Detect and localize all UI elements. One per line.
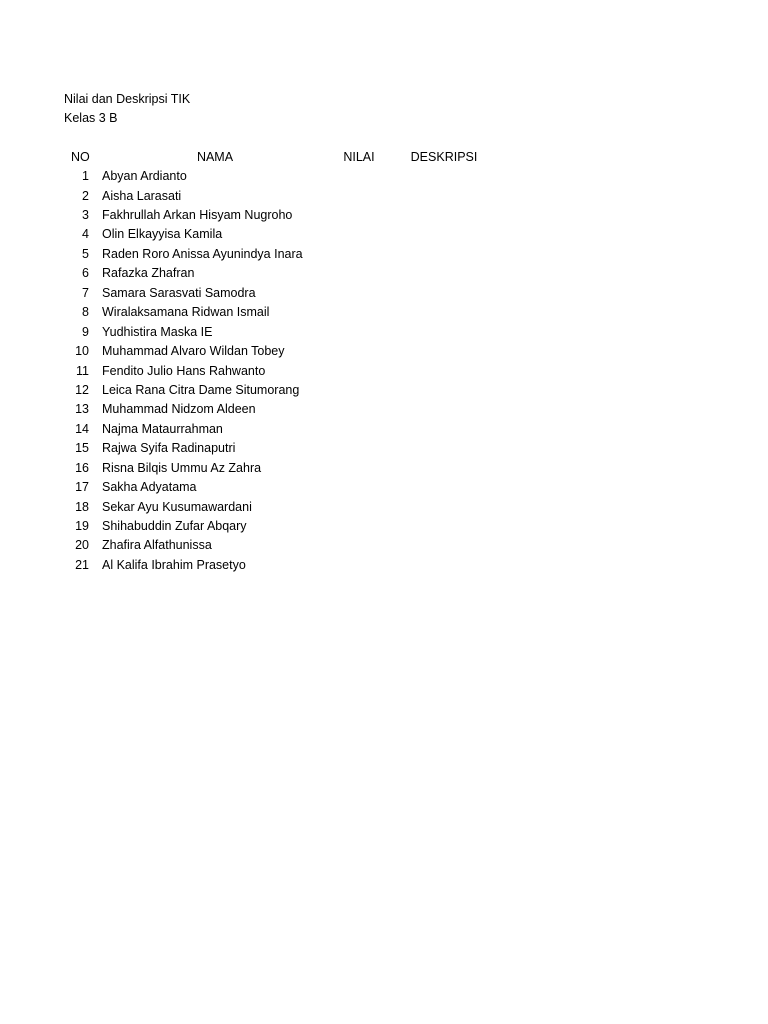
table-row (64, 419, 516, 438)
student-name: Al Kalifa Ibrahim Prasetyo (102, 557, 246, 572)
row-number: 11 (76, 363, 89, 378)
row-number: 19 (75, 519, 89, 534)
row-number: 1 (82, 169, 89, 184)
row-number: 2 (82, 188, 89, 203)
table-row (64, 186, 516, 205)
header-deskripsi: DESKRIPSI (410, 149, 478, 164)
student-name: Risna Bilqis Ummu Az Zahra (102, 460, 262, 475)
row-number: 20 (75, 538, 89, 553)
student-name: Olin Elkayyisa Kamila (102, 227, 223, 242)
student-name: Sekar Ayu Kusumawardani (102, 499, 252, 514)
grades-table (64, 147, 516, 575)
table-body (64, 166, 516, 574)
table-row (64, 283, 516, 302)
row-number: 15 (75, 441, 89, 456)
table-row (64, 225, 516, 244)
row-number: 9 (82, 324, 89, 339)
table-row (64, 439, 516, 458)
row-number: 5 (82, 246, 89, 261)
table-row (64, 555, 516, 574)
row-number: 3 (82, 208, 89, 223)
student-name: Rajwa Syifa Radinaputri (102, 441, 236, 456)
row-number: 4 (82, 227, 89, 242)
header-nilai: NILAI (343, 149, 375, 164)
student-name: Samara Sarasvati Samodra (102, 285, 256, 300)
table-row (64, 380, 516, 399)
student-name: Rafazka Zhafran (102, 266, 195, 281)
header-nama: NAMA (196, 149, 234, 164)
student-name: Zhafira Alfathunissa (102, 538, 212, 553)
table-row (64, 322, 516, 341)
student-name: Shihabuddin Zufar Abqary (102, 519, 247, 534)
row-number: 10 (75, 344, 89, 359)
student-name: Raden Roro Anissa Ayunindya Inara (102, 246, 303, 261)
row-number: 14 (75, 421, 89, 436)
row-number: 21 (75, 557, 89, 572)
table-row (64, 264, 516, 283)
row-number: 17 (75, 480, 89, 495)
table-row (64, 205, 516, 224)
table-row (64, 244, 516, 263)
student-name: Sakha Adyatama (102, 480, 197, 495)
row-number: 12 (75, 382, 89, 397)
student-name: Fendito Julio Hans Rahwanto (102, 363, 266, 378)
table-row (64, 477, 516, 496)
table-row (64, 400, 516, 419)
table-row (64, 361, 516, 380)
student-name: Yudhistira Maska IE (102, 324, 213, 339)
table-row (64, 166, 516, 185)
student-name: Aisha Larasati (102, 188, 182, 203)
row-number: 7 (82, 285, 89, 300)
table-row (64, 458, 516, 477)
row-number: 18 (75, 499, 89, 514)
student-name: Muhammad Alvaro Wildan Tobey (102, 344, 285, 359)
student-name: Abyan Ardianto (102, 169, 187, 184)
document-title: Nilai dan Deskripsi TIK (64, 92, 191, 106)
student-name: Wiralaksamana Ridwan Ismail (102, 305, 270, 320)
row-number: 6 (82, 266, 89, 281)
table-row (64, 497, 516, 516)
row-number: 16 (75, 460, 89, 475)
student-name: Najma Mataurrahman (102, 421, 223, 436)
student-name: Fakhrullah Arkan Hisyam Nugroho (102, 208, 293, 223)
row-number: 13 (75, 402, 89, 417)
table-row (64, 341, 516, 360)
table-row (64, 516, 516, 535)
table-row (64, 536, 516, 555)
table-header-row (64, 147, 516, 166)
class-label: Kelas 3 B (64, 111, 118, 125)
table-row (64, 303, 516, 322)
row-number: 8 (82, 305, 89, 320)
student-name: Muhammad Nidzom Aldeen (102, 402, 256, 417)
header-no: NO (71, 149, 90, 164)
student-name: Leica Rana Citra Dame Situmorang (102, 382, 300, 397)
